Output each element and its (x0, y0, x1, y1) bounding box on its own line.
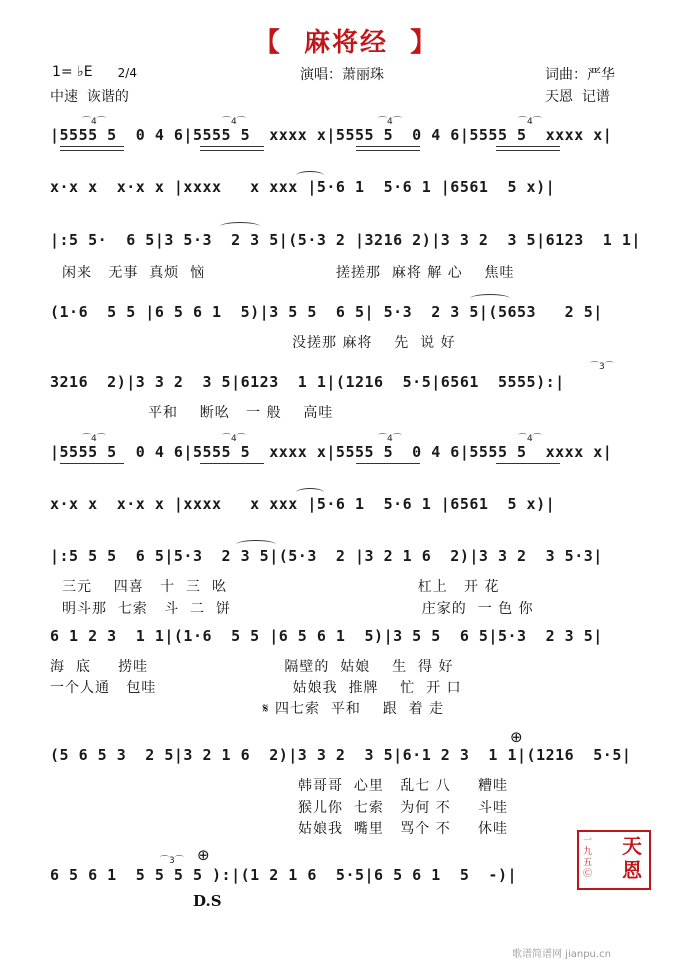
tuplet-mark: ⌒4⌒ (82, 434, 106, 444)
tie-arc (296, 488, 324, 497)
song-title: 【 麻将经 】 (253, 28, 439, 58)
coda-sign: ⊕ (197, 846, 210, 864)
key-signature: 1= ♭E (52, 64, 93, 80)
notation-row: |:5 5 5 6 5|5·3 2 3 5|(5·3 2 |3 2 1 6 2)|3 3 2 3 5·3| (50, 547, 603, 565)
notation-row: |5555 5 0 4 6|5555 5 xxxx x|5555 5 0 4 6|5555 5 xxxx x| (50, 126, 613, 144)
seal-main-text: 天 恩 (622, 834, 642, 882)
tie-arc (236, 540, 276, 549)
beam-line (356, 146, 420, 147)
tempo-marking: 中速 诙谐的 (50, 89, 129, 105)
beam-line (60, 146, 124, 147)
tie-arc (470, 294, 510, 303)
tuplet-mark: ⌒3⌒ (590, 362, 614, 372)
lyric-line: 海 底 捞哇 隔壁的 姑娘 生 得 好 (50, 659, 454, 675)
beam-line (200, 150, 264, 151)
tuplet-mark: ⌒4⌒ (82, 117, 106, 127)
watermark: 歌谱简谱网 jianpu.cn (512, 949, 611, 960)
composer-credit: 词曲：严华 (545, 67, 615, 83)
lyric-line: 一个人通 包哇 姑娘我 推牌 忙 开 口 (50, 680, 462, 696)
tuplet-mark: ⌒4⌒ (378, 434, 402, 444)
notation-row: (1·6 5 5 |6 5 6 1 5)|3 5 5 6 5| 5·3 2 3 5|(5653 2 5| (50, 303, 603, 321)
tie-arc (296, 171, 324, 180)
lyric-line: 三元 四喜 十 三 吆 杠上 开 花 (62, 579, 500, 595)
notation-row: |5555 5 0 4 6|5555 5 xxxx x|5555 5 0 4 6|5555 5 xxxx x| (50, 443, 613, 461)
lyric-line: 没搓那 麻将 先 说 好 (292, 335, 456, 351)
lyric-line: 韩哥哥 心里 乱七 八 糟哇 (298, 778, 508, 794)
notation-row: |:5 5· 6 5|3 5·3 2 3 5|(5·3 2 |3216 2)|3 3 2 3 5|6123 1 1| (50, 231, 641, 249)
lyric-line: 明斗那 七索 斗 二 饼 庄家的 一 色 你 (62, 601, 534, 617)
dal-segno-mark: D.S (193, 892, 222, 910)
beam-line (60, 463, 124, 464)
notation-row: 6 5 6 1 5 5 5 5 ):|(1 2 1 6 5·5|6 5 6 1 5 -)| (50, 866, 518, 884)
beam-line (200, 146, 264, 147)
time-signature-value: 2/4 (117, 66, 137, 80)
beam-line (356, 463, 420, 464)
tuplet-mark: ⌒4⌒ (378, 117, 402, 127)
tie-arc (220, 222, 260, 231)
beam-line (356, 150, 420, 151)
notation-row: 3216 2)|3 3 2 3 5|6123 1 1|(1216 5·5|6561 5555):| (50, 373, 565, 391)
notation-row: (5 6 5 3 2 5|3 2 1 6 2)|3 3 2 3 5|6·1 2 3 1 1|(1216 5·5| (50, 746, 632, 764)
lyric-line: 𝄋 四七索 平和 跟 着 走 (50, 701, 445, 717)
notation-row: x·x x x·x x |xxxx x xxx |5·6 1 5·6 1 |6561 5 x)| (50, 495, 556, 513)
beam-line (496, 146, 560, 147)
lyric-line: 猴儿你 七索 为何 不 斗哇 (298, 800, 508, 816)
tuplet-mark: ⌒4⌒ (518, 117, 542, 127)
artist-seal (577, 830, 651, 890)
lyric-line: 平和 断吆 一 般 高哇 (148, 405, 334, 421)
notation-row: x·x x x·x x |xxxx x xxx |5·6 1 5·6 1 |6561 5 x)| (50, 178, 556, 196)
seal-side-text: 一九五Ⓒ (583, 836, 593, 879)
beam-line (496, 150, 560, 151)
tuplet-mark: ⌒4⌒ (222, 117, 246, 127)
time-signature (110, 57, 137, 79)
notation-row: 6 1 2 3 1 1|(1·6 5 5 |6 5 6 1 5)|3 5 5 6 5|5·3 2 3 5| (50, 627, 603, 645)
coda-sign: ⊕ (510, 728, 523, 746)
transcriber-credit: 天恩 记谱 (545, 89, 610, 105)
lyric-line: 闲来 无事 真烦 恼 搓搓那 麻将 解 心 焦哇 (62, 265, 515, 281)
lyric-line: 姑娘我 嘴里 骂个 不 休哇 (298, 821, 508, 837)
singer-credit: 演唱：萧丽珠 (300, 67, 384, 83)
tuplet-mark: ⌒4⌒ (518, 434, 542, 444)
tuplet-mark: ⌒3⌒ (160, 856, 184, 866)
beam-line (60, 150, 124, 151)
beam-line (200, 463, 264, 464)
beam-line (496, 463, 560, 464)
tuplet-mark: ⌒4⌒ (222, 434, 246, 444)
